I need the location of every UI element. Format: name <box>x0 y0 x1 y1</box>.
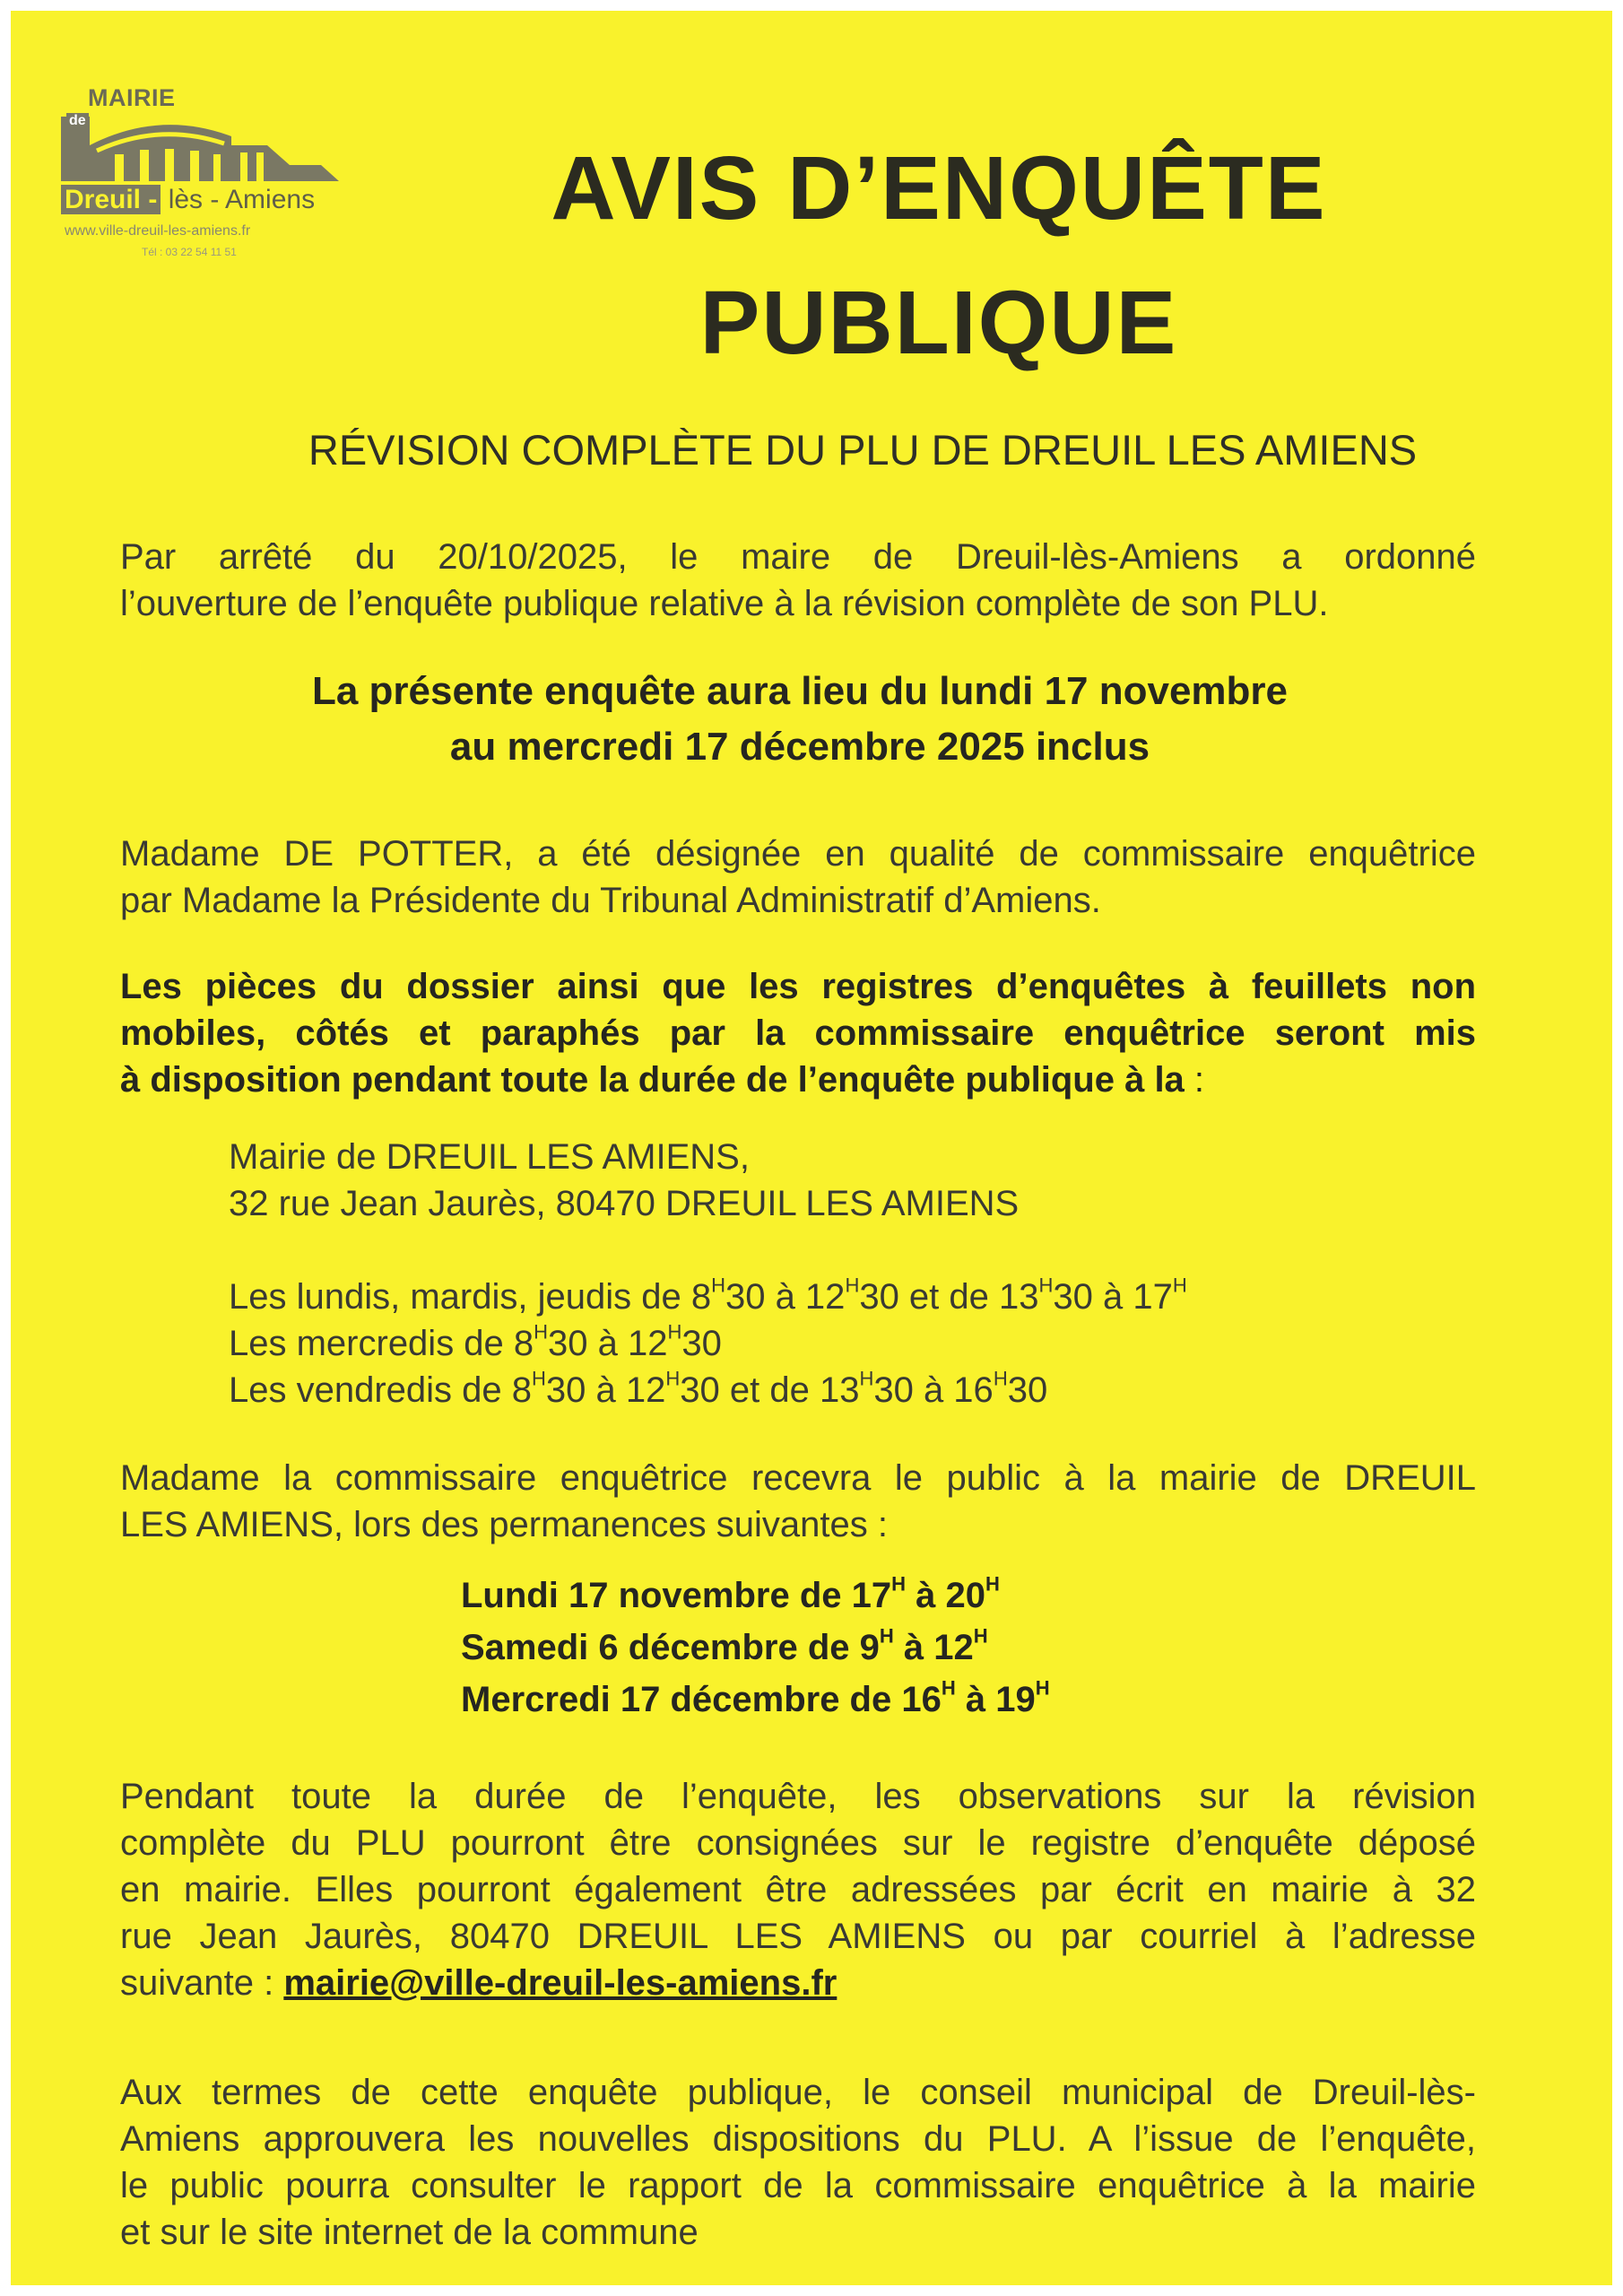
permanences-text: Mercredi 17 décembre de 16 <box>461 1680 942 1719</box>
hour-superscript: H <box>993 1367 1008 1390</box>
hours-text: Les vendredis de 8 <box>229 1370 533 1410</box>
hour-superscript: H <box>1038 1274 1054 1297</box>
dossier-line-3: à disposition pendant toute la durée de l’enquête publique à la <box>120 1060 1185 1100</box>
hour-superscript: H <box>891 1572 907 1596</box>
permanences-text: Lundi 17 novembre de 17 <box>461 1576 892 1615</box>
dossier-line-3-end: : <box>1184 1060 1205 1100</box>
notice-page <box>11 11 1612 2285</box>
commissaire-paragraph <box>120 831 1476 924</box>
hours-text: 30 à 17 <box>1053 1277 1173 1317</box>
reception-paragraph <box>120 1455 1476 1548</box>
reception-line-1: Madame la commissaire enquêtrice recevra le public à la mairie de DREUIL <box>120 1458 1476 1498</box>
logo-de-label: de <box>66 113 89 129</box>
observations-paragraph <box>120 1773 1476 2006</box>
title-line-2: PUBLIQUE <box>699 273 1178 373</box>
opening-hours <box>229 1274 1484 1413</box>
logo-mairie-label: MAIRIE <box>88 84 176 111</box>
conclusion-line-4: et sur le site internet de la commune <box>120 2213 699 2252</box>
hour-superscript: H <box>534 1320 549 1344</box>
observations-line-5: suivante : <box>120 1963 284 2003</box>
town-hall-silhouette-icon <box>61 109 357 181</box>
address-line-2: 32 rue Jean Jaurès, 80470 DREUIL LES AMIENS <box>229 1184 1020 1223</box>
permanences-line <box>461 1570 1447 1622</box>
hours-text: 30 et de 13 <box>680 1370 860 1410</box>
email-link[interactable]: mairie@ville-dreuil-les-amiens.fr <box>283 1963 838 2003</box>
intro-line-1: Par arrêté du 20/10/2025, le maire de Dreuil-lès-Amiens a ordonné <box>120 537 1476 577</box>
hour-superscript: H <box>667 1320 682 1344</box>
observations-line-1: Pendant toute la durée de l’enquête, les observations sur la révision <box>120 1777 1476 1816</box>
hours-text: 30 à 12 <box>545 1370 666 1410</box>
hour-superscript: H <box>532 1367 546 1390</box>
observations-line-5-wrap <box>120 1960 1476 2006</box>
dossier-line-3-wrap <box>120 1057 1476 1103</box>
hours-line <box>229 1367 1484 1413</box>
dossier-line-2: mobiles, côtés et paraphés par la commissaire enquêtrice seront mis <box>120 1013 1476 1053</box>
title-line-1: AVIS D’ENQUÊTE <box>551 138 1327 239</box>
conclusion-line-2: Amiens approuvera les nouvelles dispositions du PLU. A l’issue de l’enquête, <box>120 2119 1476 2159</box>
hours-text: 30 à 16 <box>873 1370 994 1410</box>
hour-superscript: H <box>711 1274 725 1297</box>
hours-text: 30 à 12 <box>725 1277 846 1317</box>
hour-superscript: H <box>845 1274 860 1297</box>
hour-superscript: H <box>985 1572 1000 1596</box>
permanences-line <box>461 1622 1447 1674</box>
logo-town-name <box>61 185 315 215</box>
dossier-paragraph <box>120 963 1476 1103</box>
dates-line-2: au mercredi 17 décembre 2025 inclus <box>449 725 1150 769</box>
conclusion-line-1: Aux termes de cette enquête publique, le conseil municipal de Dreuil-lès- <box>120 2073 1476 2112</box>
conclusion-line-3: le public pourra consulter le rapport de la commissaire enquêtrice à la mairie <box>120 2166 1476 2205</box>
logo-phone: Tél : 03 22 54 11 51 <box>142 246 237 258</box>
hour-superscript: H <box>665 1367 681 1390</box>
inquiry-dates <box>127 664 1472 775</box>
address-line-1: Mairie de DREUIL LES AMIENS, <box>229 1137 750 1177</box>
mairie-logo <box>52 84 375 273</box>
dates-line-1: La présente enquête aura lieu du lundi 17 novembre <box>311 669 1289 713</box>
observations-line-2: complète du PLU pourront être consignées sur le registre d’enquête déposé <box>120 1823 1476 1863</box>
hour-superscript: H <box>879 1624 894 1648</box>
logo-name-box: Dreuil - <box>61 185 161 214</box>
mairie-address <box>229 1134 1484 1227</box>
hours-text: Les lundis, mardis, jeudis de 8 <box>229 1277 712 1317</box>
hours-line <box>229 1320 1484 1367</box>
hours-text: 30 <box>681 1324 722 1363</box>
commissaire-line-2: par Madame la Présidente du Tribunal Administratif d’Amiens. <box>120 881 1101 920</box>
permanences-text: à 12 <box>893 1628 974 1667</box>
intro-line-2: l’ouverture de l’enquête publique relative à la révision complète de son PLU. <box>120 584 1329 623</box>
hour-superscript: H <box>1172 1274 1187 1297</box>
reception-line-2: LES AMIENS, lors des permanences suivantes : <box>120 1505 888 1544</box>
hours-line <box>229 1274 1484 1320</box>
observations-line-4: rue Jean Jaurès, 80470 DREUIL LES AMIENS ou par courriel à l’adresse <box>120 1917 1476 1956</box>
permanences-text: à 20 <box>906 1576 985 1615</box>
subtitle: RÉVISION COMPLÈTE DU PLU DE DREUIL LES AMIENS <box>308 426 1418 474</box>
hours-text: 30 <box>1007 1370 1048 1410</box>
hours-text: Les mercredis de 8 <box>229 1324 534 1363</box>
permanences-text: Samedi 6 décembre de 9 <box>461 1628 880 1667</box>
permanences-text: à 19 <box>955 1680 1036 1719</box>
hours-text: 30 à 12 <box>548 1324 668 1363</box>
hours-text: 30 et de 13 <box>859 1277 1039 1317</box>
hour-superscript: H <box>1035 1676 1050 1700</box>
permanences-line <box>461 1674 1447 1726</box>
hour-superscript: H <box>941 1676 956 1700</box>
logo-url: www.ville-dreuil-les-amiens.fr <box>65 223 251 239</box>
dossier-line-1: Les pièces du dossier ainsi que les registres d’enquêtes à feuillets non <box>120 967 1476 1006</box>
observations-line-3: en mairie. Elles pourront également être adressées par écrit en mairie à 32 <box>120 1870 1476 1909</box>
conclusion-paragraph <box>120 2069 1476 2256</box>
hour-superscript: H <box>859 1367 874 1390</box>
permanences-list <box>461 1570 1447 1726</box>
commissaire-line-1: Madame DE POTTER, a été désignée en qualité de commissaire enquêtrice <box>120 834 1476 874</box>
hour-superscript: H <box>973 1624 988 1648</box>
intro-paragraph <box>120 534 1476 627</box>
logo-name-rest: lès - Amiens <box>161 185 316 214</box>
